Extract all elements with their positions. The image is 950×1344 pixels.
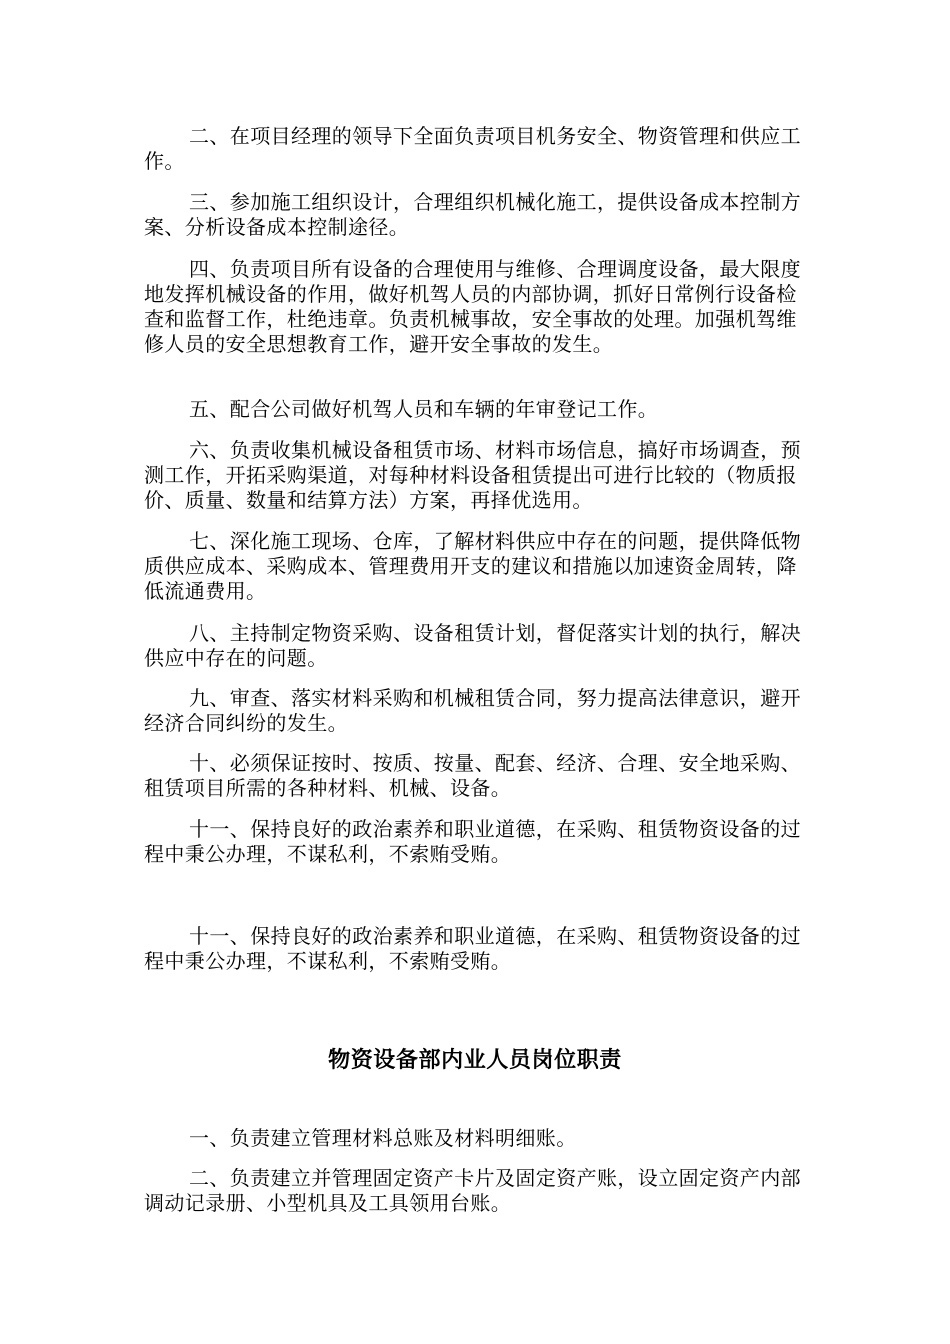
duty-paragraph-7: 七、深化施工现场、仓库，了解材料供应中存在的问题，提供降低物质供应成本、采购成本、管理费用开支的建议和措施以加速资金周转，降低流通费用。 [144, 529, 801, 603]
duty-paragraph-3: 三、参加施工组织设计，合理组织机械化施工，提供设备成本控制方案、分析设备成本控制途径。 [144, 190, 801, 239]
duty-paragraph-6: 六、负责收集机械设备租赁市场、材料市场信息，搞好市场调查，预测工作，开拓采购渠道，对每种材料设备租赁提出可进行比较的（物质报价、质量、数量和结算方法）方案，再择优选用。 [144, 438, 801, 512]
duty-paragraph-2: 二、在项目经理的领导下全面负责项目机务安全、物资管理和供应工作。 [144, 124, 801, 173]
duty-paragraph-11-repeat: 十一、保持良好的政治素养和职业道德，在采购、租赁物资设备的过程中秉公办理，不谋私利，不索贿受贿。 [144, 924, 801, 973]
duty-paragraph-4: 四、负责项目所有设备的合理使用与维修、合理调度设备，最大限度地发挥机械设备的作用，做好机驾人员的内部协调，抓好日常例行设备检查和监督工作，杜绝违章。负责机械事故，安全事故的处理。加强机驾维修人员的安全思想教育工作，避开安全事故的发生。 [144, 257, 801, 356]
duty-paragraph-11: 十一、保持良好的政治素养和职业道德，在采购、租赁物资设备的过程中秉公办理，不谋私利，不索贿受贿。 [144, 817, 801, 866]
duty-paragraph-5: 五、配合公司做好机驾人员和车辆的年审登记工作。 [189, 397, 659, 421]
duty-paragraph-9: 九、审查、落实材料采购和机械租赁合同，努力提高法律意识，避开经济合同纠纷的发生。 [144, 686, 801, 735]
inner-duty-paragraph-1: 一、负责建立管理材料总账及材料明细账。 [189, 1126, 577, 1150]
duty-paragraph-10: 十、必须保证按时、按质、按量、配套、经济、合理、安全地采购、租赁项目所需的各种材料、机械、设备。 [144, 751, 801, 800]
inner-duty-paragraph-2: 二、负责建立并管理固定资产卡片及固定资产账，设立固定资产内部调动记录册、小型机具及工具领用台账。 [144, 1166, 801, 1215]
duty-paragraph-8: 八、主持制定物资采购、设备租赁计划，督促落实计划的执行，解决供应中存在的问题。 [144, 621, 801, 670]
section-title: 物资设备部内业人员岗位职责 [328, 1048, 622, 1073]
